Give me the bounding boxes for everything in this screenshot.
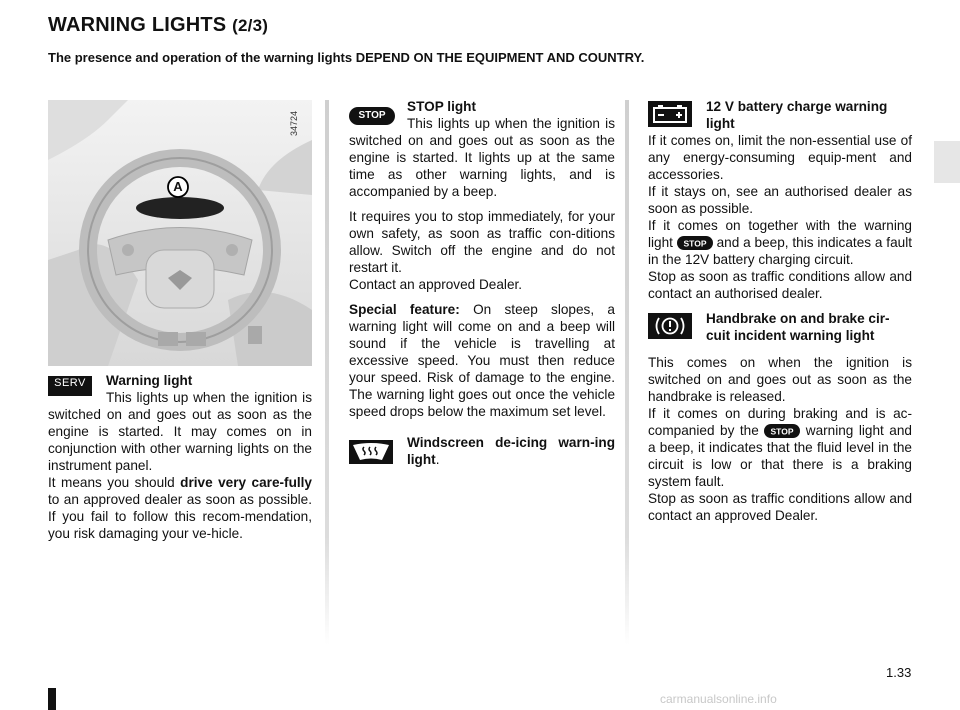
inline-stop-text: STOP (683, 238, 707, 249)
column-right (648, 98, 912, 524)
serv-badge-text: SERV (54, 377, 86, 389)
battery-entry (648, 98, 912, 302)
inline-stop-text-2: STOP (770, 426, 794, 437)
battery-heading: 12 V battery charge warning light (706, 99, 888, 131)
serv-text-1: This lights up when the ignition is switched on and goes out as soon as the engine is started. It may comes on in conjunction with other warning lights on the instrument panel. (48, 390, 312, 473)
footer-mark (48, 688, 56, 710)
serv-heading: Warning light (106, 373, 193, 388)
page-title (48, 14, 268, 37)
stop-badge-text: STOP (358, 110, 386, 121)
battery-text-2: If it stays on, see an authorised dealer as soon as possible. (648, 184, 912, 216)
figure-number: 34724 (289, 110, 299, 136)
inline-stop-icon-2 (764, 424, 800, 438)
title-text: WARNING LIGHTS (48, 14, 227, 36)
windscreen-defrost-icon (349, 440, 393, 464)
stop-entry (349, 98, 615, 420)
battery-text-1: If it comes on, limit the non-essential use of any energy-consuming equip-ment and accessories. (648, 133, 912, 182)
battery-text-4: Stop as soon as traffic conditions allow and contact an authorised dealer. (648, 269, 912, 301)
battery-text-3b: and a beep, this indicates a fault in the 12V battery charging circuit. (648, 235, 912, 267)
watermark: carmanualsonline.info (660, 692, 777, 706)
stop-special-label: Special feature: (349, 302, 460, 317)
handbrake-entry (648, 310, 912, 524)
windscreen-heading-end: . (435, 452, 440, 467)
chapter-tab (934, 141, 960, 183)
column-divider-right (625, 100, 629, 645)
column-left (48, 372, 312, 542)
handbrake-warning-icon (648, 313, 692, 339)
page-number: 1.33 (886, 665, 912, 680)
stop-text-1: This lights up when the ignition is switched on and goes out as soon as the engine is started. It lights up at the same time as other warning lights, and is accompanied by a beep. (349, 116, 615, 199)
serv-entry (48, 372, 312, 542)
windscreen-entry (349, 434, 615, 468)
column-middle (349, 98, 615, 468)
battery-text-3a: If it comes on together with the warning light (648, 218, 912, 250)
serv-text-2a: It means you should (48, 475, 181, 490)
serv-text-2b: drive very care-fully (180, 475, 312, 490)
page-subtitle: The presence and operation of the warning lights DEPEND ON THE EQUIPMENT AND COUNTRY. (48, 50, 645, 65)
handbrake-text-2b: warning light and a beep, it indicates that the fluid level in the circuit is low or that there is a braking system fault. (648, 423, 912, 489)
stop-special-text: On steep slopes, a warning light will come on and a beep will sound if the vehicle is travelling at excessive speed. You must then reduce your speed. Risk of damage to the engine. The warning light goes out once the vehicle speed drops below the maximum set level. (349, 302, 615, 419)
windscreen-heading: Windscreen de-icing warn-ing light (407, 435, 615, 467)
dashboard-illustration (48, 100, 312, 366)
marker-a-label: A (173, 179, 183, 194)
stop-text-2: It requires you to stop immediately, for your own safety, as soon as traffic con-ditions allow. Switch off the engine and do not restart it. (349, 209, 615, 275)
steering-wheel-drawing (48, 100, 312, 366)
stop-text-3: Contact an approved Dealer. (349, 277, 523, 292)
battery-warning-icon (648, 101, 692, 127)
handbrake-text-2a: If it comes on during braking and is ac-companied by the (648, 406, 912, 438)
column-divider-left (325, 100, 329, 645)
inline-stop-icon (677, 236, 713, 250)
handbrake-heading: Handbrake on and brake cir-cuit incident warning light (706, 311, 890, 343)
handbrake-text-3: Stop as soon as traffic conditions allow and contact an approved Dealer. (648, 491, 912, 523)
title-part: (2/3) (232, 16, 269, 35)
stop-heading: STOP light (407, 99, 476, 114)
serv-text-2c: to an approved dealer as soon as possible. If you fail to follow this recom-mendation, you risk damaging your ve-hicle. (48, 492, 312, 541)
handbrake-text-1: This comes on when the ignition is switched on and goes out as soon as the handbrake is released. (648, 355, 912, 404)
